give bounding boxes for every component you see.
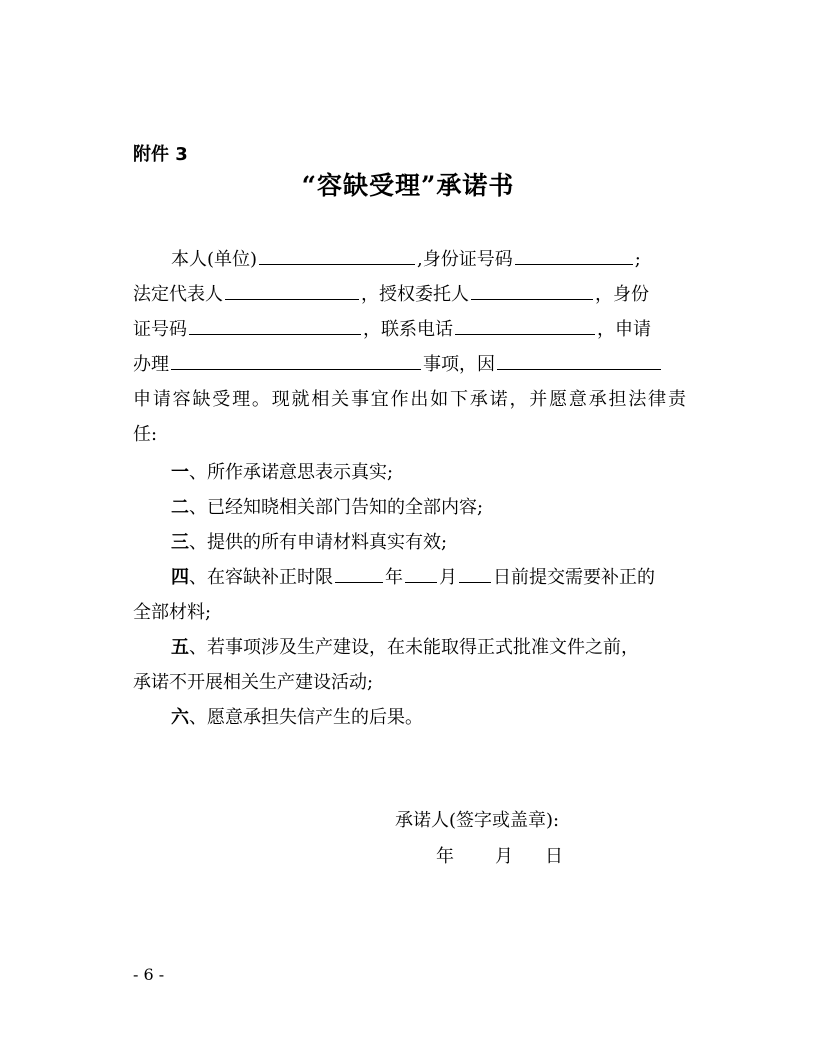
phone-blank[interactable] — [455, 314, 595, 335]
document-title: “容缺受理”承诺书 — [301, 171, 515, 200]
intro-text: ，身份 — [595, 284, 649, 305]
delegate-blank[interactable] — [471, 279, 593, 300]
legal-rep-blank[interactable] — [225, 279, 359, 300]
intro-line-4 — [133, 348, 686, 382]
reason-blank[interactable] — [497, 349, 661, 370]
intro-line-1 — [133, 243, 686, 277]
name-blank[interactable] — [259, 244, 415, 265]
intro-line-3 — [133, 313, 686, 347]
item-text: 日前提交需要补正的 — [493, 567, 655, 588]
intro-text: 证号码 — [133, 319, 187, 340]
item-text: 月 — [439, 567, 457, 588]
item-number: 五 — [171, 637, 189, 658]
intro-text: 法定代表人 — [133, 284, 223, 305]
item-text: 、提供的所有申请材料真实有效; — [189, 532, 448, 553]
signature-day-label: 日 — [545, 846, 563, 867]
signature-year-label: 年 — [436, 846, 454, 867]
commitment-item-3 — [133, 526, 686, 560]
item-number: 二 — [171, 497, 189, 518]
intro-text: 事项，因 — [423, 354, 495, 375]
commitment-item-4-cont: 全部材料; — [133, 602, 212, 623]
signature-month-label: 月 — [495, 846, 513, 867]
intro-text: 本人(单位) — [171, 249, 258, 270]
item-text: 、若事项涉及生产建设，在未能取得正式批准文件之前， — [189, 637, 639, 658]
intro-line-5: 申请容缺受理。现就相关事宜作出如下承诺，并愿意承担法律责 — [133, 389, 686, 410]
intro-line-6: 任: — [133, 424, 158, 445]
month-blank[interactable] — [405, 562, 437, 583]
item-text: 年 — [385, 567, 403, 588]
item-text: 、在容缺补正时限 — [189, 567, 333, 588]
intro-text: 办理 — [133, 354, 169, 375]
item-text: 、愿意承担失信产生的后果。 — [189, 707, 423, 728]
commitment-item-1 — [133, 456, 686, 490]
commitment-item-2 — [133, 491, 686, 525]
intro-text: ，联系电话 — [363, 319, 453, 340]
item-number: 三 — [171, 532, 189, 553]
item-text: 、已经知晓相关部门告知的全部内容; — [189, 497, 484, 518]
page-number: - 6 - — [133, 965, 165, 984]
commitment-item-5 — [133, 631, 686, 665]
matter-blank[interactable] — [171, 349, 421, 370]
item-number: 一 — [171, 462, 189, 483]
attachment-label: 附件 3 — [133, 144, 188, 165]
signature-label: 承诺人(签字或盖章): — [395, 810, 560, 831]
item-number: 六 — [171, 707, 189, 728]
id-number-blank[interactable] — [515, 244, 633, 265]
commitment-item-4 — [133, 561, 686, 595]
day-blank[interactable] — [459, 562, 491, 583]
commitment-item-5-cont: 承诺不开展相关生产建设活动; — [133, 672, 374, 693]
intro-text: ，申请 — [597, 319, 651, 340]
intro-line-2 — [133, 278, 686, 312]
id-number-blank-2[interactable] — [189, 314, 361, 335]
intro-text: ，授权委托人 — [361, 284, 469, 305]
item-number: 四 — [171, 567, 189, 588]
intro-text: ,身份证号码 — [417, 249, 513, 270]
intro-text: ; — [634, 249, 641, 270]
item-text: 、所作承诺意思表示真实; — [189, 462, 394, 483]
year-blank[interactable] — [335, 562, 383, 583]
commitment-item-6 — [133, 701, 686, 735]
